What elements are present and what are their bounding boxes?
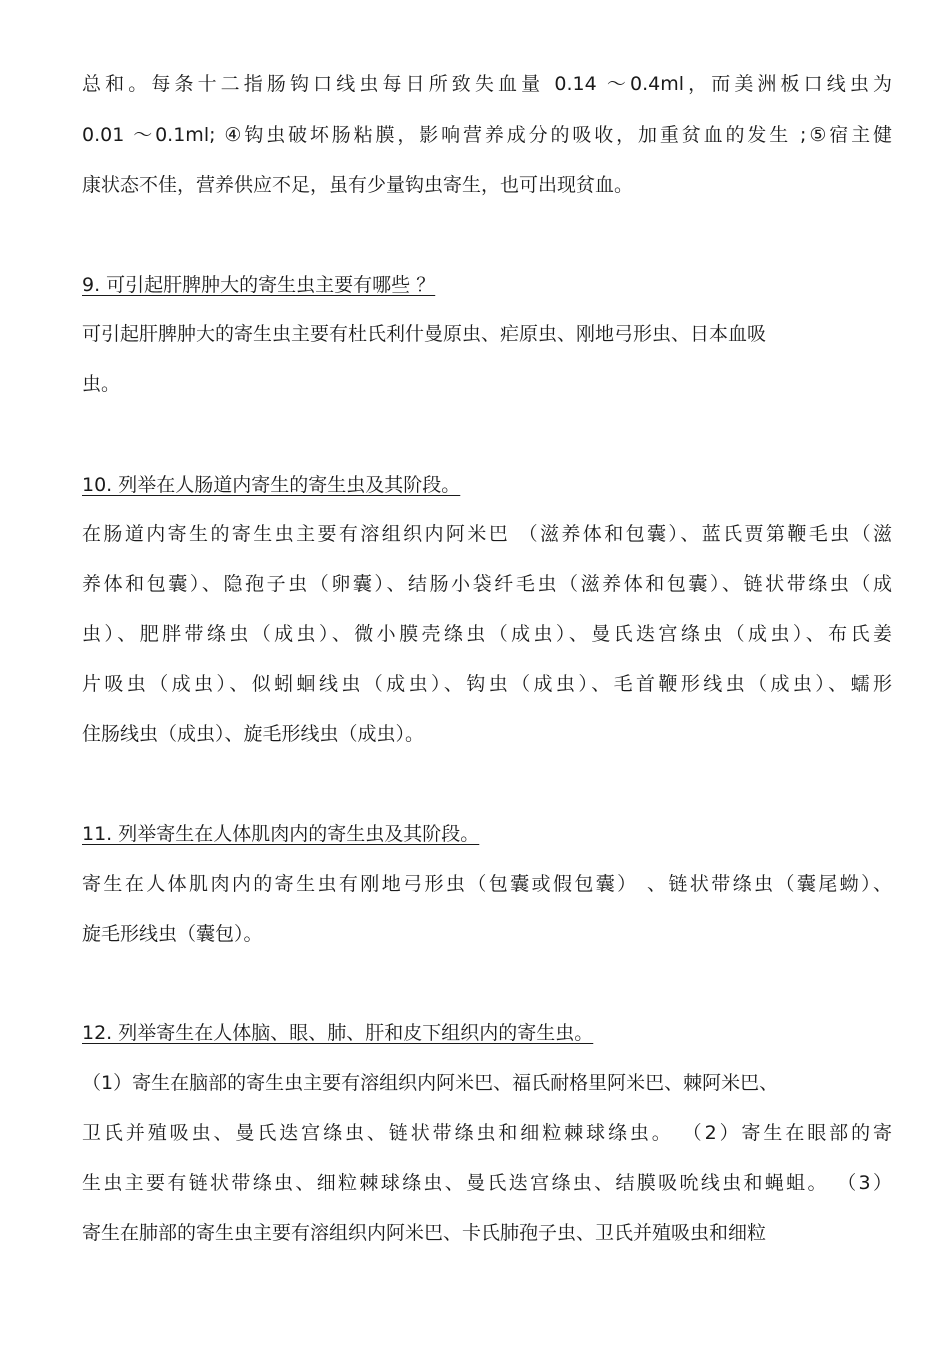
question-heading-12: 12. 列举寄生在人体脑、眼、肺、肝和皮下组织内的寄生虫。 bbox=[82, 1022, 594, 1044]
answer-line: 养体和包囊）、隐孢子虫（卵囊）、结肠小袋纤毛虫（滋养体和包囊）、链状带绦虫（成 bbox=[82, 573, 892, 595]
answer-line: 卫氏并殖吸虫、曼氏迭宫绦虫、链状带绦虫和细粒棘球绦虫。 （2）寄生在眼部的寄 bbox=[82, 1122, 892, 1144]
answer-line: 在肠道内寄生的寄生虫主要有溶组织内阿米巴 （滋养体和包囊）、蓝氏贾第鞭毛虫（滋 bbox=[82, 523, 892, 545]
answer-line: 可引起肝脾肿大的寄生虫主要有杜氏利什曼原虫、疟原虫、刚地弓形虫、日本血吸 bbox=[82, 323, 767, 345]
answer-line: 虫）、肥胖带绦虫（成虫）、微小膜壳绦虫（成虫）、曼氏迭宫绦虫（成虫）、布氏姜 bbox=[82, 623, 892, 645]
answer-line: 片吸虫（成虫）、似蚓蛔线虫（成虫）、钩虫（成虫）、毛首鞭形线虫（成虫）、蠕形 bbox=[82, 673, 892, 695]
question-heading-10: 10. 列举在人肠道内寄生的寄生虫及其阶段。 bbox=[82, 474, 461, 496]
paragraph-line: 康状态不佳，营养供应不足，虽有少量钩虫寄生，也可出现贫血。 bbox=[82, 174, 634, 196]
paragraph-line: 总和。每条十二指肠钩口线虫每日所致失血量 0.14 ～0.4ml，而美洲板口线虫为 bbox=[82, 73, 892, 95]
question-heading-9: 9. 可引起肝脾肿大的寄生虫主要有哪些 ？ bbox=[82, 274, 436, 296]
question-heading-11: 11. 列举寄生在人体肌肉内的寄生虫及其阶段。 bbox=[82, 823, 480, 845]
paragraph-line: 0.01 ～0.1ml; ④钩虫破坏肠粘膜，影响营养成分的吸收，加重贫血的发生 ;⑤宿主健 bbox=[82, 124, 892, 146]
answer-line: 寄生在肺部的寄生虫主要有溶组织内阿米巴、卡氏肺孢子虫、卫氏并殖吸虫和细粒 bbox=[82, 1222, 767, 1244]
answer-line: 虫。 bbox=[82, 373, 121, 395]
answer-line: 生虫主要有链状带绦虫、细粒棘球绦虫、曼氏迭宫绦虫、结膜吸吮线虫和蝇蛆。 （3） bbox=[82, 1172, 892, 1194]
answer-line: 寄生在人体肌肉内的寄生虫有刚地弓形虫（包囊或假包囊） 、链状带绦虫（囊尾蚴）、 bbox=[82, 873, 892, 895]
answer-line: 住肠线虫（成虫）、旋毛形线虫（成虫）。 bbox=[82, 723, 425, 745]
answer-line: 旋毛形线虫（囊包）。 bbox=[82, 923, 263, 945]
answer-line: （1）寄生在脑部的寄生虫主要有溶组织内阿米巴、福氏耐格里阿米巴、棘阿米巴、 bbox=[82, 1072, 779, 1094]
